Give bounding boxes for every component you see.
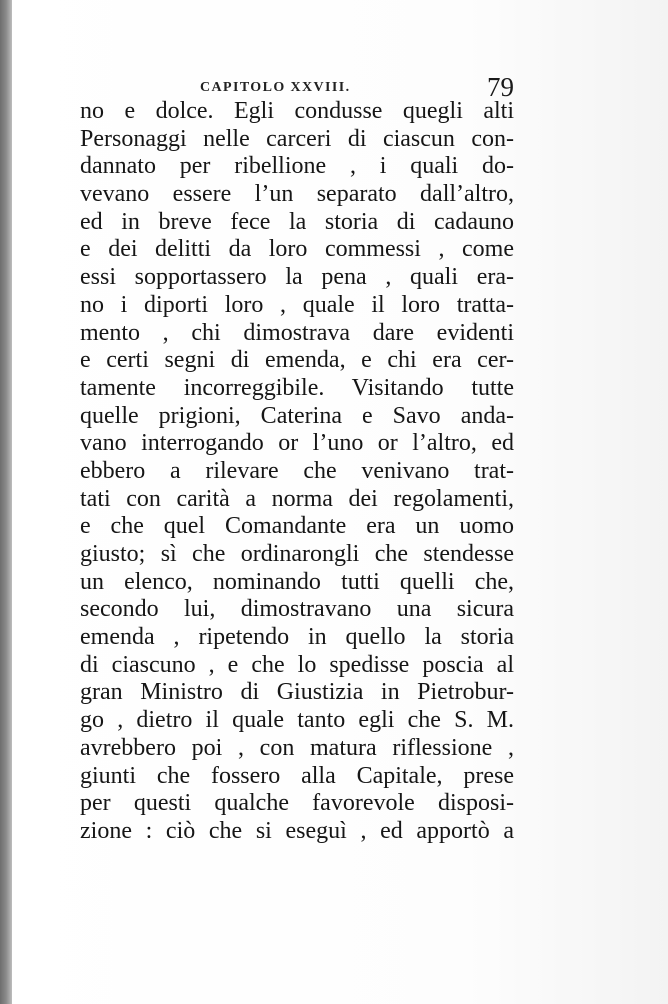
text-line: per questi qualche favorevole disposi-: [80, 790, 514, 817]
text-line: un elenco, nominando tutti quelli che,: [80, 568, 514, 595]
text-line: e dei delitti da loro commessi , come: [80, 236, 514, 263]
page-number: 79: [487, 72, 514, 102]
body-text: [80, 98, 514, 846]
text-line: zione : ciò che si eseguì , ed apportò a: [80, 817, 514, 844]
text-line: Personaggi nelle carceri di ciascun con-: [80, 125, 514, 152]
text-line: tati con carità a norma dei regolamenti,: [80, 485, 514, 512]
text-line: gran Ministro di Giustizia in Pietrobur-: [80, 679, 514, 706]
chapter-heading: CAPITOLO XXVIII.: [200, 80, 351, 95]
text-line: ed in breve fece la storia di cadauno: [80, 208, 514, 235]
text-line: ebbero a rilevare che venivano trat-: [80, 457, 514, 484]
text-line: vano interrogando or l’uno or l’altro, ed: [80, 430, 514, 457]
text-line: giusto; sì che ordinarongli che stendesse: [80, 541, 514, 567]
text-line: tamente incorreggibile. Visitando tutte: [80, 374, 514, 401]
text-line: dannato per ribellione , i quali do-: [80, 153, 514, 180]
text-line: emenda , ripetendo in quello la storia: [80, 624, 514, 651]
page-spine-shadow: [0, 0, 12, 1004]
text-line: mento , chi dimostrava dare evidenti: [80, 319, 514, 346]
text-line: go , dietro il quale tanto egli che S. M.: [80, 707, 514, 734]
text-line: secondo lui, dimostravano una sicura: [80, 596, 514, 623]
text-line: no e dolce. Egli condusse quegli alti: [80, 98, 514, 124]
text-line: di ciascuno , e che lo spedisse poscia al: [80, 651, 514, 678]
text-line: e che quel Comandante era un uomo: [80, 513, 514, 540]
text-line: essi sopportassero la pena , quali era-: [80, 264, 514, 291]
text-line: avrebbero poi , con matura riflessione ,: [80, 734, 514, 761]
text-line: no i diporti loro , quale il loro tratta-: [80, 291, 514, 318]
text-line: vevano essere l’un separato dall’altro,: [80, 181, 514, 208]
text-line: e certi segni di emenda, e chi era cer-: [80, 347, 514, 374]
text-line: giunti che fossero alla Capitale, prese: [80, 762, 514, 789]
running-head: [200, 72, 514, 102]
text-line: quelle prigioni, Caterina e Savo anda-: [80, 402, 514, 429]
